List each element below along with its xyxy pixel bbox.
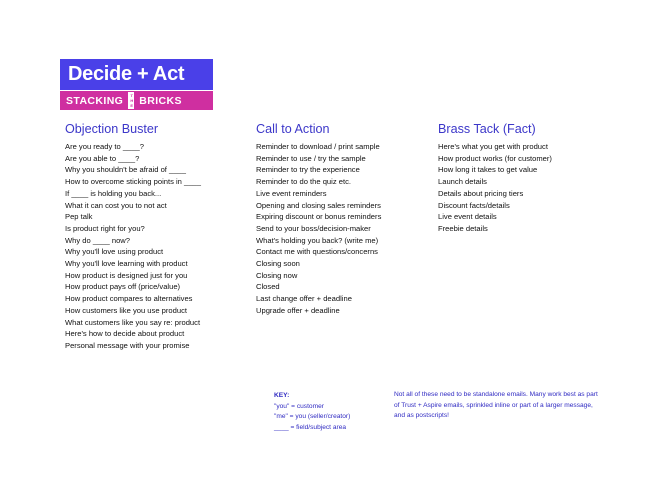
list-item: How product pays off (price/value) xyxy=(65,282,181,292)
list-item: Closing now xyxy=(256,270,298,280)
key-legend xyxy=(274,391,350,433)
key-line: ____ = field/subject area xyxy=(274,423,347,431)
item-list xyxy=(438,141,552,235)
list-item: Why you'll love using product xyxy=(65,247,164,257)
list-item: Why do ____ now? xyxy=(65,235,131,245)
footnote: Not all of these need to be standalone emails. Many work best as part of Trust + Aspire emails, sprinkled inline or part of a larger message, and as postscripts! xyxy=(394,391,598,420)
logo-title: Decide + Act xyxy=(60,59,213,90)
list-item: Here's what you get with product xyxy=(438,142,548,151)
list-item: Upgrade offer + deadline xyxy=(256,305,340,315)
list-item: Closing soon xyxy=(256,259,300,269)
list-item: What's holding you back? (write me) xyxy=(256,235,379,245)
logo-subtitle-right: BRICKS xyxy=(139,94,182,107)
list-item: How product is designed just for you xyxy=(65,270,188,280)
list-item: Freebie details xyxy=(438,223,488,233)
list-item: How product works (for customer) xyxy=(438,153,552,163)
logo-subtitle-left: STACKING xyxy=(66,94,124,107)
list-item: Live event details xyxy=(438,212,497,222)
list-item: Is product right for you? xyxy=(65,223,145,233)
logo-subtitle xyxy=(60,91,213,110)
list-item: Personal message with your promise xyxy=(65,340,190,350)
key-line: "me" = you (seller/creator) xyxy=(274,413,351,421)
column-heading: Call to Action xyxy=(256,122,330,136)
list-item: Discount facts/details xyxy=(438,200,510,210)
list-item: Why you shouldn't be afraid of ____ xyxy=(65,165,186,175)
column-call-to-action xyxy=(256,121,381,317)
column-heading: Objection Buster xyxy=(65,122,159,136)
list-item: Why you'll love learning with product xyxy=(65,259,188,269)
list-item: What it can cost you to not act xyxy=(65,200,167,210)
logo xyxy=(60,59,213,110)
column-heading: Brass Tack (Fact) xyxy=(438,122,536,136)
list-item: Live event reminders xyxy=(256,188,327,198)
list-item: Last change offer + deadline xyxy=(256,294,352,304)
list-item: Are you able to ____? xyxy=(65,153,140,163)
list-item: Closed xyxy=(256,282,280,292)
list-item: Launch details xyxy=(438,177,487,187)
list-item: How long it takes to get value xyxy=(438,165,538,175)
list-item: How product compares to alternatives xyxy=(65,294,193,304)
list-item: How customers like you use product xyxy=(65,305,187,315)
column-objection-buster xyxy=(65,121,201,352)
list-item: Reminder to download / print sample xyxy=(256,142,380,151)
list-item: Reminder to do the quiz etc. xyxy=(256,177,351,187)
list-item: Details about pricing tiers xyxy=(438,188,524,198)
column-brass-tack xyxy=(438,121,552,235)
list-item: Here's how to decide about product xyxy=(65,329,185,339)
list-item: Contact me with questions/concerns xyxy=(256,247,378,257)
key-line: "you" = customer xyxy=(274,402,324,410)
list-item: How to overcome sticking points in ____ xyxy=(65,177,201,187)
list-item: Are you ready to ____? xyxy=(65,142,144,151)
logo-subtitle-mid: THE xyxy=(129,93,135,108)
item-list xyxy=(65,141,201,352)
list-item: Reminder to try the experience xyxy=(256,165,360,175)
list-item: Expiring discount or bonus reminders xyxy=(256,212,382,222)
list-item: What customers like you say re: product xyxy=(65,317,201,327)
list-item: Pep talk xyxy=(65,212,93,222)
item-list xyxy=(256,141,381,317)
list-item: Reminder to use / try the sample xyxy=(256,153,366,163)
list-item: Send to your boss/decision-maker xyxy=(256,223,371,233)
key-title: KEY: xyxy=(274,392,290,399)
list-item: Opening and closing sales reminders xyxy=(256,200,381,210)
list-item: If ____ is holding you back... xyxy=(65,188,162,198)
